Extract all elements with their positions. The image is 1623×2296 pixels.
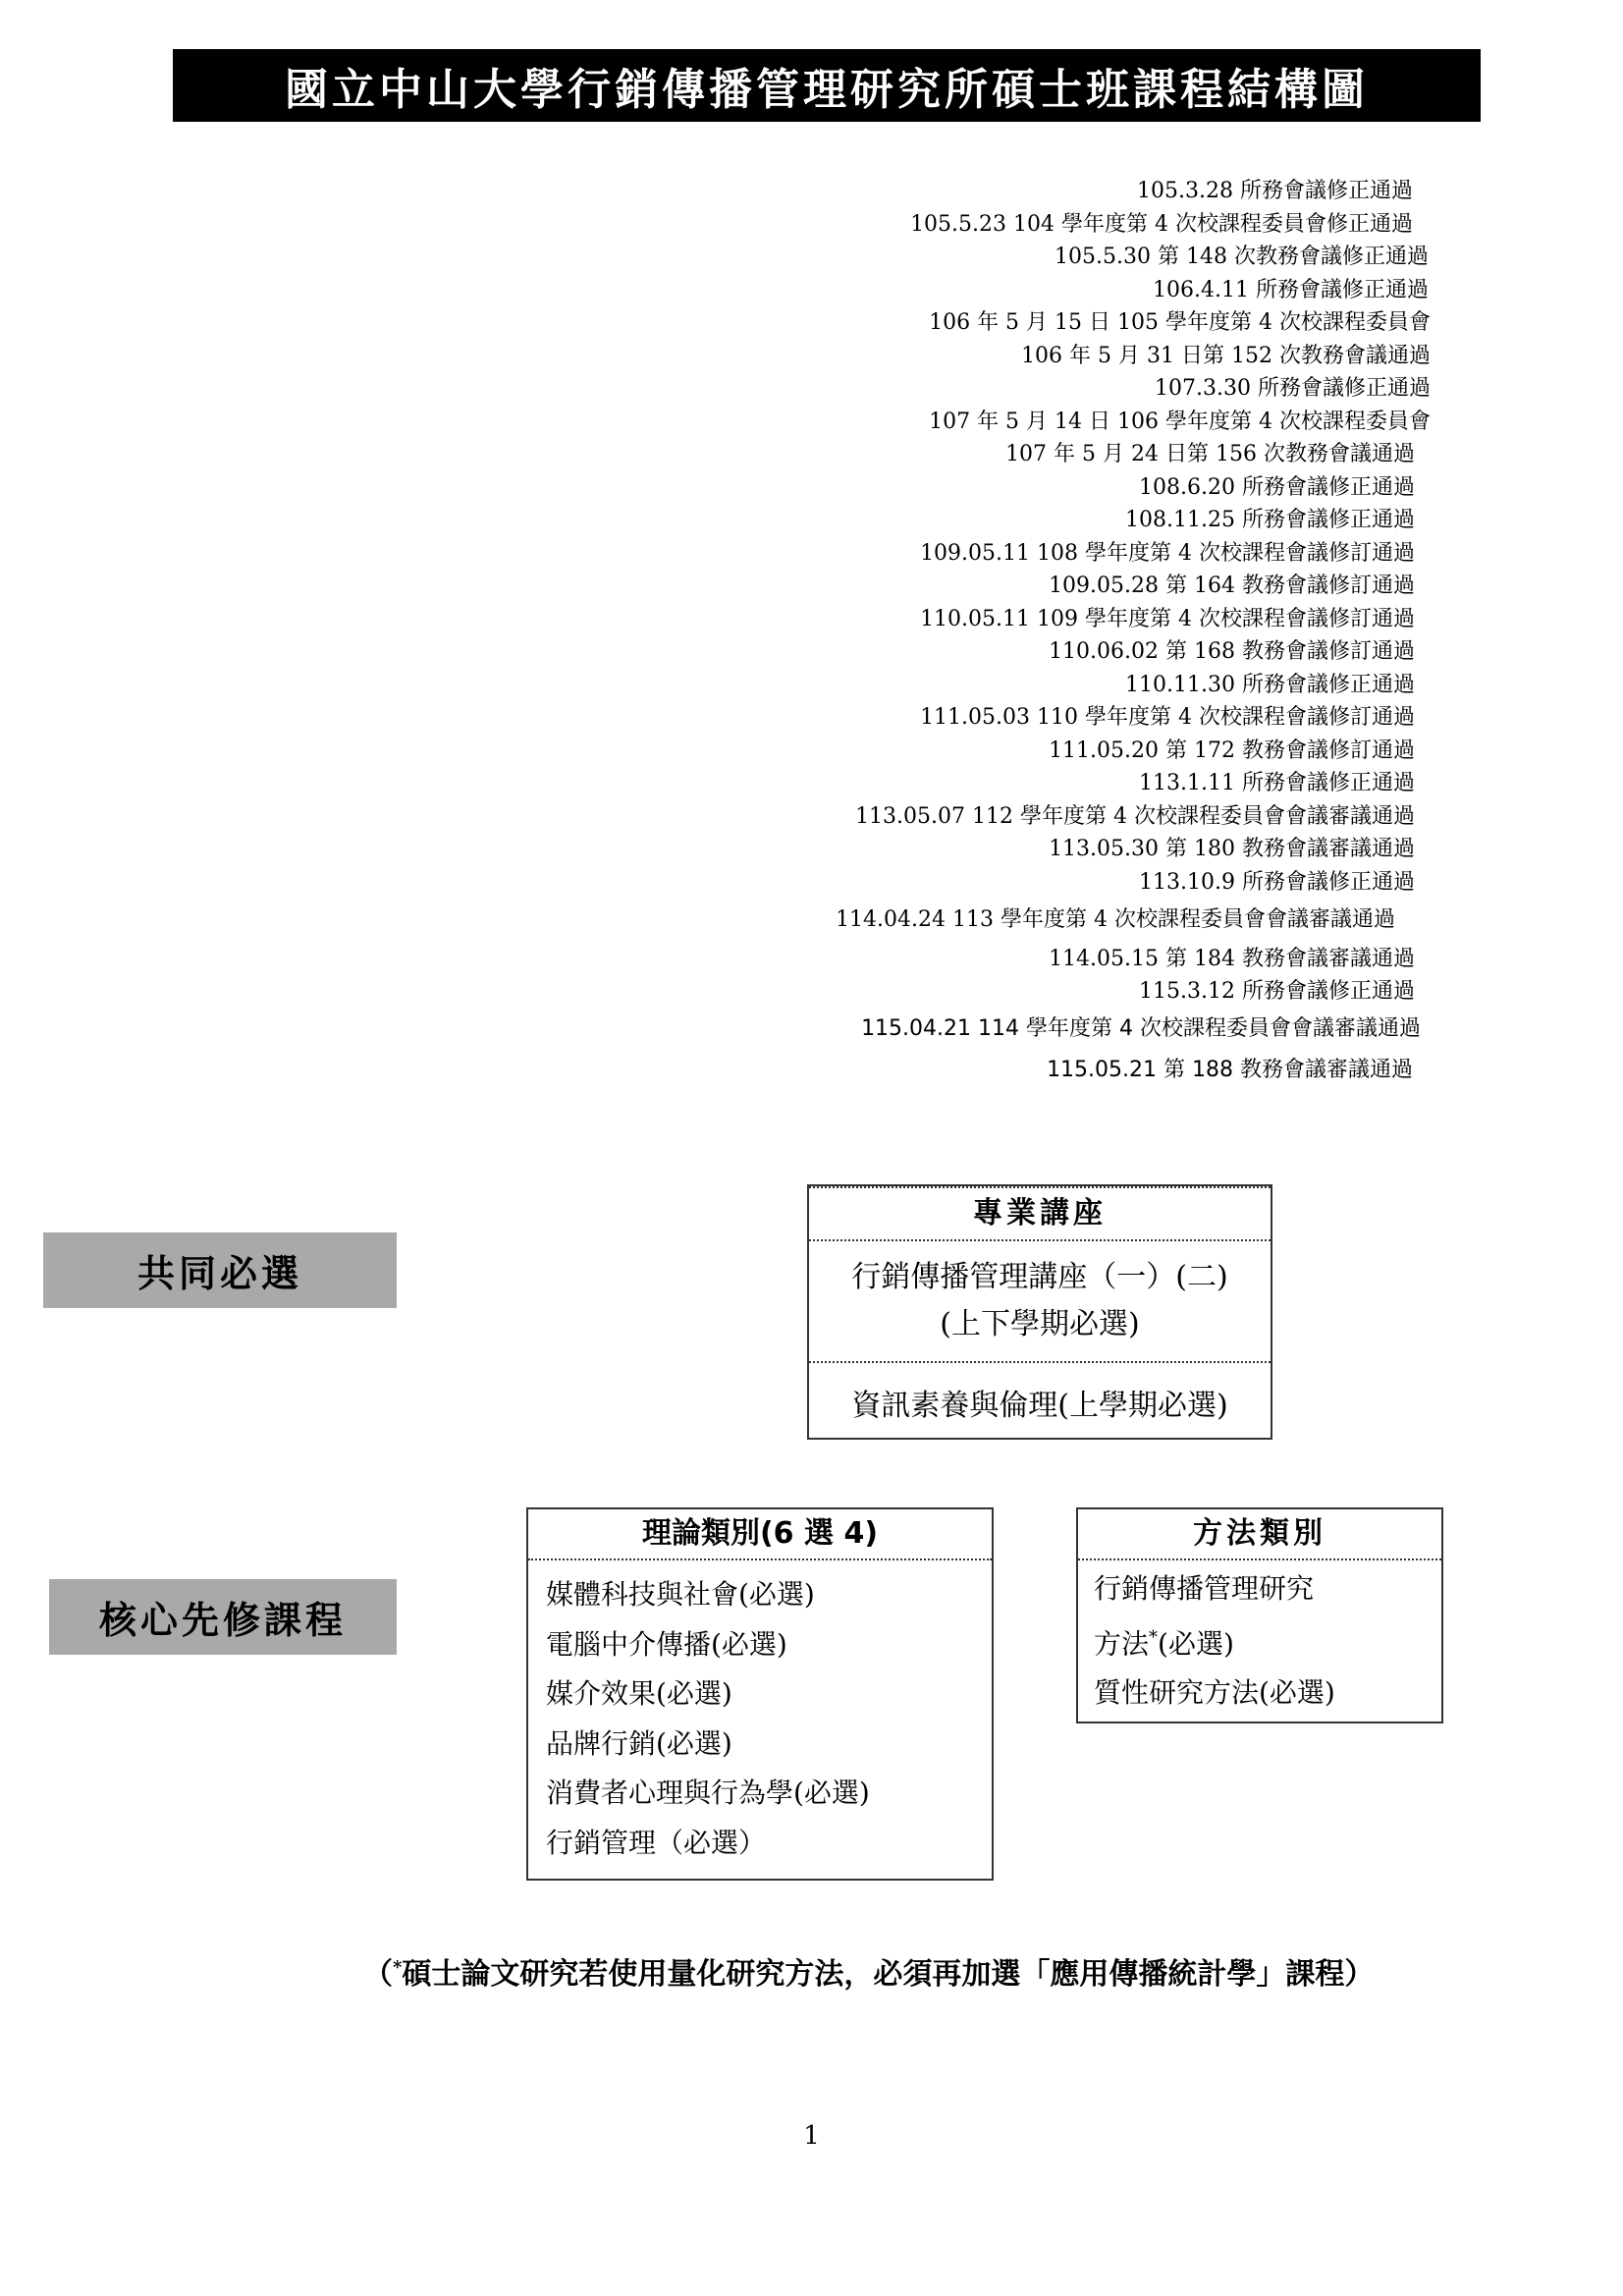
list-item: 行銷傳播管理研究: [1094, 1572, 1315, 1605]
core-prerequisite-label: 核心先修課程: [49, 1579, 397, 1655]
footnote-text: 碩士論文研究若使用量化研究方法，必須再加選「應用傳播統計學」課程）: [402, 1957, 1375, 1992]
lecture-course-note: (上下學期必選): [940, 1307, 1140, 1341]
theory-category-header: 理論類別(6 選 4): [528, 1509, 992, 1560]
list-item: 行銷管理（必選）: [546, 1826, 767, 1859]
history-line: 113.05.07 112 學年度第 4 次校課程委員會會議審議通過: [855, 804, 1415, 829]
history-line: 113.10.9 所務會議修正通過: [1139, 870, 1415, 895]
method-course-list: [1078, 1560, 1441, 1718]
history-line: 110.06.02 第 168 教務會議修訂通過: [1049, 639, 1415, 664]
page-number: 1: [803, 2121, 820, 2151]
history-line: 111.05.20 第 172 教務會議修訂通過: [1049, 738, 1415, 763]
history-line: 114.05.15 第 184 教務會議審議通過: [1049, 947, 1415, 971]
history-line: 105.5.30 第 148 次教務會議修正通過: [1055, 245, 1429, 269]
common-required-label: 共同必選: [43, 1232, 397, 1308]
professional-lecture-box: [807, 1184, 1272, 1440]
history-line: 111.05.03 110 學年度第 4 次校課程會議修訂通過: [920, 705, 1415, 730]
list-item: 質性研究方法(必選): [1094, 1676, 1335, 1710]
history-line: 114.04.24 113 學年度第 4 次校課程委員會會議審議通過: [836, 907, 1395, 932]
method-category-box: [1076, 1507, 1443, 1723]
theory-category-box: [526, 1507, 994, 1881]
history-line: 109.05.28 第 164 教務會議修訂通過: [1049, 574, 1415, 598]
page-title: 國立中山大學行銷傳播管理研究所碩士班課程結構圖: [173, 49, 1481, 122]
history-line: 108.6.20 所務會議修正通過: [1139, 475, 1415, 500]
history-line: 110.05.11 109 學年度第 4 次校課程會議修訂通過: [920, 607, 1415, 631]
method-text: 方法: [1094, 1627, 1150, 1661]
method-required-note: (必選): [1158, 1627, 1234, 1661]
lecture-course: [809, 1241, 1271, 1361]
footnote: [363, 1949, 1374, 1993]
history-line: 115.3.12 所務會議修正通過: [1139, 979, 1415, 1004]
history-line: 105.5.23 104 學年度第 4 次校課程委員會修正通過: [910, 212, 1413, 237]
history-line: 107 年 5 月 14 日 106 學年度第 4 次校課程委員會: [929, 410, 1431, 434]
history-line: 107 年 5 月 24 日第 156 次教務會議通過: [1005, 442, 1415, 466]
method-category-header: 方法類別: [1078, 1509, 1441, 1560]
professional-lecture-header: 專業講座: [809, 1186, 1271, 1241]
theory-course-list: [528, 1560, 992, 1868]
list-item: 電腦中介傳播(必選): [546, 1627, 787, 1661]
list-item: 消費者心理與行為學(必選): [546, 1777, 870, 1809]
list-item: [1094, 1613, 1441, 1668]
list-item: 媒介效果(必選): [546, 1677, 732, 1710]
history-line: 115.05.21 第 188 教務會議審議通過: [1047, 1058, 1413, 1082]
list-item: 媒體科技與社會(必選): [546, 1578, 815, 1611]
history-line: 107.3.30 所務會議修正通過: [1155, 376, 1431, 401]
history-line: 115.04.21 114 學年度第 4 次校課程委員會會議審議通過: [861, 1016, 1421, 1041]
history-line: 113.1.11 所務會議修正通過: [1139, 771, 1415, 795]
history-line: 108.11.25 所務會議修正通過: [1125, 508, 1415, 532]
history-line: 106.4.11 所務會議修正通過: [1153, 278, 1429, 302]
asterisk-mark: *: [393, 1957, 403, 1978]
asterisk-mark: *: [1149, 1627, 1159, 1648]
history-line: 109.05.11 108 學年度第 4 次校課程會議修訂通過: [920, 541, 1415, 566]
history-line: 106 年 5 月 15 日 105 學年度第 4 次校課程委員會: [929, 310, 1431, 335]
history-line: 110.11.30 所務會議修正通過: [1125, 673, 1415, 697]
information-ethics-course: 資訊素養與倫理(上學期必選): [809, 1361, 1271, 1442]
list-item: 品牌行銷(必選): [546, 1726, 732, 1760]
history-line: 105.3.28 所務會議修正通過: [1137, 179, 1413, 203]
lecture-course-title: 行銷傳播管理講座（一）(二): [851, 1260, 1228, 1294]
history-line: 113.05.30 第 180 教務會議審議通過: [1049, 837, 1415, 861]
history-line: 106 年 5 月 31 日第 152 次教務會議通過: [1021, 344, 1431, 368]
footnote-open-paren: （: [363, 1957, 393, 1992]
